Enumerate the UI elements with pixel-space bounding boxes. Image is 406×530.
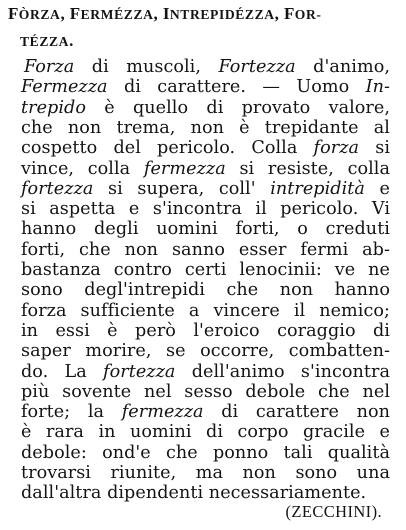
text-line (21, 138, 390, 158)
heading-separator: , (153, 4, 163, 23)
text-line (21, 199, 390, 219)
italic-term: Forza (24, 57, 75, 77)
text-run: di carattere non (203, 402, 390, 423)
text-line (21, 341, 390, 361)
text-run: è quello di provato valore, (86, 97, 390, 118)
text-run: dell'animo s'incontra (175, 361, 390, 382)
text-run: più sovente nel sesso debole che nel (21, 381, 390, 402)
heading-word-forza-rest: ÒRZA (18, 7, 61, 22)
heading-word-forza-initial: F (8, 4, 19, 23)
text-line (21, 77, 390, 97)
heading-word-fortezza-rest: OR- (294, 7, 322, 22)
heading-separator: , (274, 4, 284, 23)
text-run: saper morire, se occorre, combatten- (21, 341, 390, 362)
heading-word-fortezza-initial: F (283, 4, 295, 23)
text-line (21, 118, 390, 138)
text-run: forte; la (21, 402, 122, 423)
heading-word-fermezza-rest: ERMÉZZA (80, 7, 154, 22)
text-run: forza sufficiente a vincere il nemico; (21, 300, 390, 321)
italic-term: fortezza (21, 178, 94, 199)
text-run: in essi è però l'eroico coraggio di (21, 320, 390, 341)
heading-period: . (69, 31, 74, 50)
entry-heading-line-1 (8, 4, 322, 25)
text-line (21, 98, 390, 118)
text-run: cospetto del pericolo. Colla (21, 138, 314, 159)
italic-term: fermezza (143, 158, 226, 179)
text-run: forti, che non sanno esser fermi ab- (21, 239, 390, 260)
text-run: è rara in uomini di corpo gracile e (21, 422, 390, 443)
entry-heading-line-2 (20, 31, 74, 52)
italic-term: Fortezza (218, 57, 296, 77)
italic-term: forza (313, 138, 360, 159)
text-line (21, 219, 390, 239)
text-line (21, 382, 390, 402)
text-run: d'animo, (295, 57, 390, 77)
heading-separator: , (60, 4, 70, 23)
text-line (21, 422, 390, 442)
text-run: do. La (21, 361, 104, 382)
text-run: trovarsi riunite, ma non sono una (21, 463, 390, 483)
text-line (21, 159, 390, 179)
text-run: si (359, 138, 390, 159)
text-line (21, 402, 390, 422)
text-line (21, 463, 390, 483)
text-run: si aspetta e s'incontra il pericolo. Vi (21, 199, 390, 220)
italic-term: Fermezza (21, 77, 108, 98)
text-line (24, 57, 390, 77)
text-run: sono degl'intrepidi che non hanno (21, 280, 390, 301)
heading-word-intrepidezza-initial: I (162, 4, 170, 23)
text-line (21, 362, 390, 382)
text-line (21, 301, 390, 321)
text-run: dall'altra dipendenti necessariamente. (21, 483, 367, 504)
text-run: si supera, coll' (93, 178, 271, 199)
text-line (21, 179, 390, 199)
heading-word-intrepidezza-rest: NTREPIDÉZZA (169, 7, 275, 22)
italic-term: trepido (21, 97, 86, 118)
italic-term: fortezza (103, 361, 176, 382)
text-run: di muscoli, (74, 57, 219, 77)
text-line (21, 240, 390, 260)
text-run: che non trema, non è trepidante al (21, 117, 390, 138)
text-run: si resiste, colla (225, 158, 391, 179)
heading-word-fermezza-initial: F (69, 4, 81, 23)
text-run: bastanza contro certi lenocinii: ve ne (21, 260, 390, 280)
italic-term: fermezza (121, 402, 204, 423)
author-signature: (ZECCHINI). (285, 502, 382, 521)
text-line (21, 260, 390, 280)
italic-term: In- (365, 77, 390, 98)
text-run: e (364, 178, 390, 199)
text-line (21, 280, 390, 300)
text-line (21, 483, 390, 503)
heading-word-fortezza-continuation: TÉZZA (20, 34, 70, 49)
text-line (21, 443, 390, 463)
text-line (21, 321, 390, 341)
text-run: di carattere. — Uomo (107, 77, 366, 98)
text-run: debole: ond'e che ponno tali qualità (21, 442, 390, 463)
text-run: hanno degli uomini forti, o creduti (21, 219, 390, 240)
text-run: vince, colla (21, 158, 144, 179)
italic-term: intrepidità (270, 178, 365, 199)
